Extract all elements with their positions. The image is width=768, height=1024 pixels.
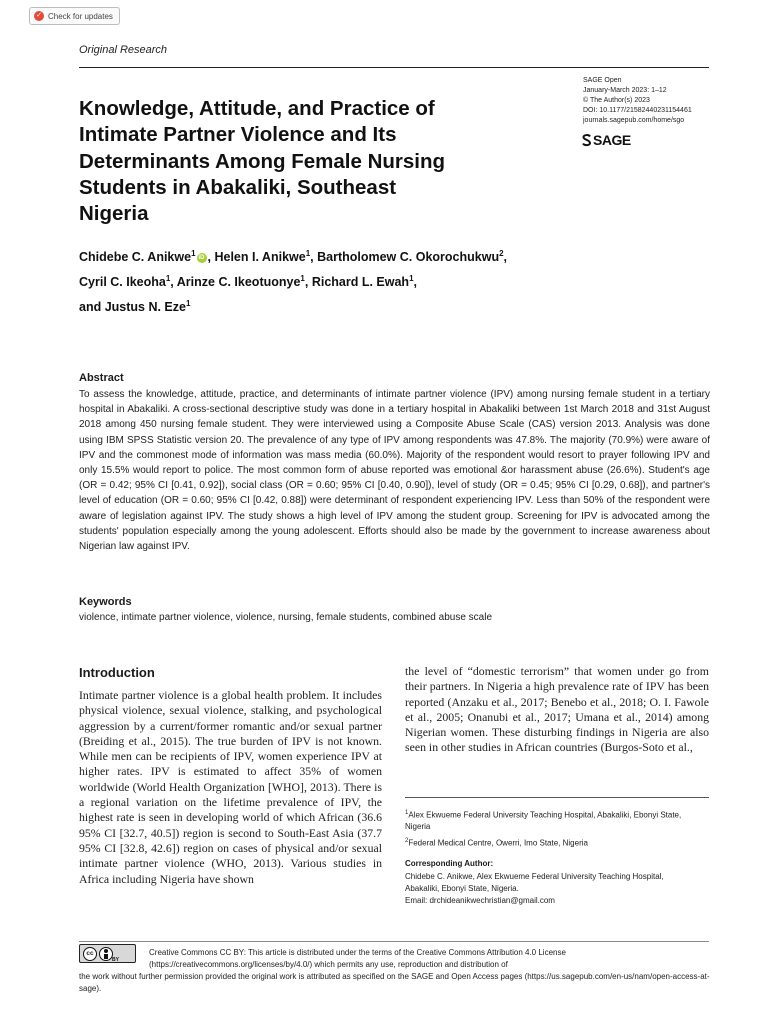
affiliation-marker: 2 xyxy=(499,249,504,258)
cc-by-label: BY xyxy=(112,957,119,963)
corresponding-author-line: Abakaliki, Ebonyi State, Nigeria. xyxy=(405,884,519,893)
affiliation-marker: 1 xyxy=(165,274,171,284)
corresponding-author-line: Chidebe C. Anikwe, Alex Ekwueme Federal University Teaching Hospital, xyxy=(405,872,664,881)
introduction-heading: Introduction xyxy=(79,665,155,680)
journal-issue: January-March 2023: 1–12 xyxy=(583,87,667,94)
corresponding-author-heading: Corresponding Author: xyxy=(405,859,494,868)
license-text-1: Creative Commons CC BY: This article is distributed under the terms of the Creative Commons Attribution 4.0 License (https://creativecommons.org/licenses/by/4.0/) which permits any use, reproduction and distribution of xyxy=(149,948,566,969)
author-separator: , xyxy=(304,275,312,290)
author-name[interactable]: Helen I. Anikwe$^1$, xyxy=(214,249,318,265)
affiliation-2: $^2$Federal Medical Centre, Owerri, Imo State, Nigeria xyxy=(405,837,588,848)
check-for-updates-label: Check for updates xyxy=(48,11,113,21)
creative-commons-icon: cc xyxy=(83,947,97,961)
affiliation-marker: 1 xyxy=(300,274,305,284)
author-separator: , xyxy=(503,250,508,265)
sage-logo-mark-icon xyxy=(581,133,592,147)
author-list xyxy=(79,243,639,318)
license-text-2: the work without further permission provided the original work is attributed as specified on the SAGE and Open Access pages (https://us.sagepub.com/en-us/nam/open-access-at-sage). xyxy=(79,972,710,993)
cc-by-license-badge[interactable] xyxy=(79,944,136,963)
attribution-icon xyxy=(99,947,113,961)
affiliations xyxy=(405,808,705,852)
affiliation-marker: 1 xyxy=(305,249,311,258)
article-type-label: Original Research xyxy=(79,44,168,56)
header-divider xyxy=(79,67,709,68)
author-name[interactable]: Cyril C. Ikeoha$^1$, xyxy=(79,274,177,290)
article-title: Knowledge, Attitude, and Practice of Intimate Partner Violence and Its Determinants Among Female Nursing Students in Abakaliki, Southeast Nigeria xyxy=(79,97,446,226)
keywords-heading: Keywords xyxy=(79,596,132,608)
author-separator: , xyxy=(310,250,318,265)
introduction-left-column: Intimate partner violence is a global health problem. It includes physical violence, sexual violence, stalking, and psychological aggression by a current/former romantic and/or sexual partner (Breiding et al., 2015). The true burden of IPV is not known. While men can be recipients of IPV, women experience IPV at higher rates. IPV is estimated to affect 35% of women worldwide (World Health Organization [WHO], 2013). There is a regional variation on the lifetime prevalence of IPV, the highest rate is seen in developing world of which African (36.6 95% CI [32.7, 40.5]) region is second to South-East Asia (37.7 95% CI [32.8, 42.6]) region on cases of physical and/or sexual intimate partner violence (WHO, 2013). Various studies in Africa including Nigeria have shown xyxy=(79,688,382,886)
affiliation-marker: 1 xyxy=(185,299,191,309)
author-name[interactable]: and Justus N. Eze$^1$ xyxy=(79,299,191,315)
doi[interactable]: DOI: 10.1177/21582440231154461 xyxy=(583,107,692,114)
journal-info xyxy=(583,76,718,126)
author-separator: , xyxy=(170,275,177,290)
update-icon: ✓ xyxy=(34,11,44,21)
check-for-updates-button[interactable] xyxy=(29,7,120,25)
copyright: © The Author(s) 2023 xyxy=(583,97,650,104)
orcid-icon[interactable]: iD xyxy=(198,254,205,261)
affiliation-1: $^1$Alex Ekwueme Federal University Teaching Hospital, Abakaliki, Ebonyi State, Nigeria xyxy=(405,810,682,832)
journal-name: SAGE Open xyxy=(583,77,622,84)
corresponding-author-email[interactable]: Email: drchideanikwechristian@gmail.com xyxy=(405,896,555,905)
license-divider xyxy=(79,941,709,942)
author-name[interactable]: Richard L. Ewah$^1$, xyxy=(311,274,418,290)
abstract-text: To assess the knowledge, attitude, practice, and determinants of intimate partner violence (IPV) among nursing female student in a tertiary hospital in Abakaliki. A cross-sectional descriptive study was done in a tertiary hospital in Abakaliki between 1st March 2018 and 31st August 2018 among 450 nursing female student. They were interviewed using a Composite Abuse Scale (CAS) version 2013. Analysis was done using IBM SPSS Statistic version 20. The prevalence of any type of IPV among respondents was 47.8%. The majority (70.9%) were aware of IPV and the commonest mode of information was mass media (60.0%). Majority of the respondent would resort to prayer following IPV and only 15.5% would report to police. The most common form of abuse reported was emotional &or harassment abuse (26.6%). Student's age (OR = 0.42; 95% CI [0.41, 0.92]), social class (OR = 0.60; 95% CI [0.40, 0.90]), level of study (OR = 0.45; 95% CI [0.29, 0.68]), and partner's level of education (OR = 0.60; 95% CI [0.42, 0.88]) were determinant of respondent experiencing IPV. Less than 50% of the respondent were aware of legislation against IPV. The study shows a high level of IPV among the student group. Screening for IPV is advocated among the students' population especially among the young adolescent. Efforts should also be made by the government to increase awareness about Nigerian law against IPV. xyxy=(79,389,710,553)
sage-logo-text: SAGE xyxy=(593,132,631,148)
journal-url[interactable]: journals.sagepub.com/home/sgo xyxy=(583,117,685,124)
author-separator: , xyxy=(207,250,215,265)
affiliation-marker: 1 xyxy=(191,249,196,258)
abstract-heading: Abstract xyxy=(79,372,124,384)
affiliation-marker: 1 xyxy=(409,274,414,284)
footnote-divider xyxy=(405,797,709,798)
sage-logo xyxy=(581,132,631,148)
corresponding-author-details xyxy=(405,871,705,907)
keywords-text: violence, intimate partner violence, violence, nursing, female students, combined abuse scale xyxy=(79,612,493,623)
introduction-right-column: the level of “domestic terrorism” that women under go from their partners. In Nigeria a high prevalence rate of IPV has been reported (Anzaku et al., 2017; Benebo et al., 2018; O. I. Fawole et al., 2005; Onanubi et al., 2017; Umana et al., 2014) among Nigerian women. These disturbing findings in Nigeria are also seen in other studies in African countries (Burgos-Soto et al., xyxy=(405,664,709,755)
author-name[interactable]: Chidebe C. Anikwe$^1$ iD , xyxy=(79,249,215,265)
author-name[interactable]: Arinze C. Ikeotuonye$^1$, xyxy=(176,274,312,290)
author-separator: , xyxy=(413,275,418,290)
author-name[interactable]: Bartholomew C. Okorochukwu$^2$, xyxy=(317,249,508,265)
